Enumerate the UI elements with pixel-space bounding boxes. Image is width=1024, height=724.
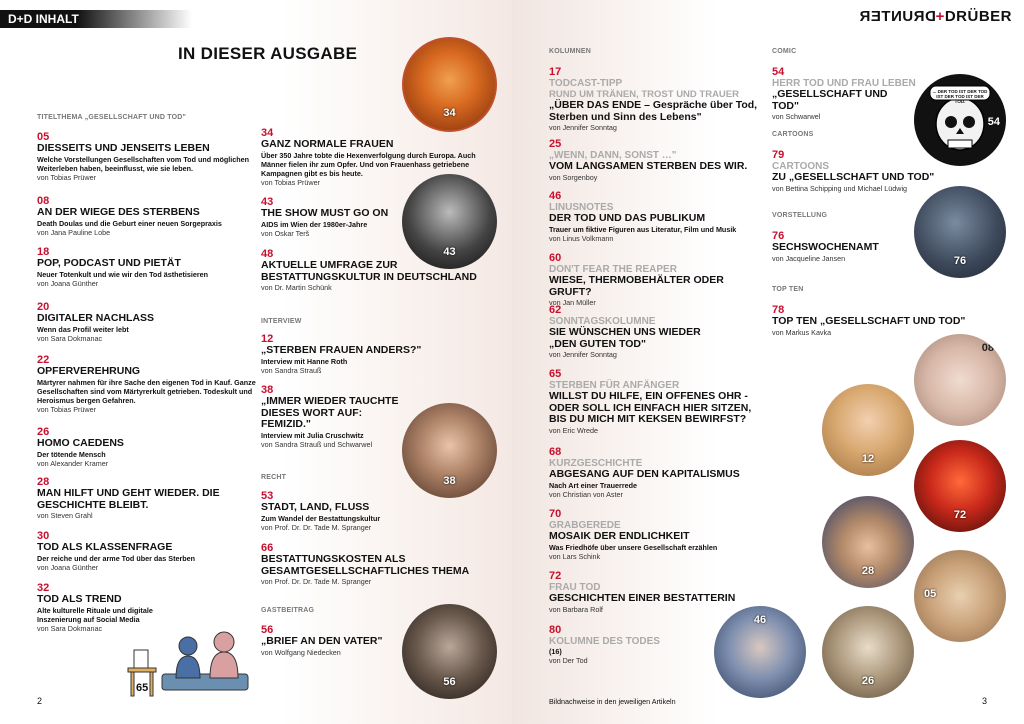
photo-racer-helmet[interactable]	[822, 496, 914, 588]
toc-entry-18[interactable]	[37, 246, 277, 288]
article-title: MOSAIK DER ENDLICHKEIT	[549, 530, 690, 542]
page-number: 17	[549, 66, 562, 78]
section-label-interview: INTERVIEW	[261, 318, 302, 325]
article-author: von Jacqueline Jansen	[772, 253, 846, 263]
article-author: von Wolfgang Niedecken	[261, 647, 341, 657]
page-number: 76	[772, 230, 785, 242]
article-author: von Der Tod	[549, 656, 588, 665]
photo-page-label: 26	[861, 674, 875, 687]
article-title: ZU „GESELLSCHAFT UND TOD"	[772, 171, 935, 183]
article-title: POP, PODCAST UND PIETÄT	[37, 257, 181, 269]
toc-entry-46[interactable]	[549, 190, 764, 243]
article-author: von Jana Pauline Lobe	[37, 227, 111, 237]
column-kicker: TODCAST-TIPP	[549, 78, 623, 89]
article-title: WIESE, THERMOBEHÄLTER ODER GRUFT?	[549, 274, 724, 298]
photo-classical-painting[interactable]	[914, 550, 1006, 642]
column-kicker: KOLUMNE DES TODES	[549, 636, 660, 647]
magazine-logo	[859, 8, 1012, 25]
article-description: AIDS im Wien der 1980er-Jahre	[261, 219, 368, 229]
article-title: DER TOD UND DAS PUBLIKUM	[549, 212, 706, 224]
section-header-inhalt: D+D INHALT	[0, 10, 192, 28]
article-author: von Steven Grahl	[37, 511, 93, 520]
article-description: Interview mit Julia Cruschwitz	[261, 430, 364, 440]
article-description: Trauer um fiktive Figuren aus Literatur, Film und Musik	[549, 224, 737, 234]
photo-smiling-woman[interactable]	[822, 384, 914, 476]
article-author: von Sara Dokmanac	[37, 333, 103, 343]
section-label-topten: TOP TEN	[772, 286, 804, 293]
column-kicker: CARTOONS	[772, 161, 830, 172]
article-description: Interview mit Hanne Roth	[261, 356, 348, 366]
toc-entry-17[interactable]	[549, 66, 764, 132]
photo-page-label: 43	[443, 245, 456, 258]
photo-screaming-face[interactable]	[402, 37, 497, 132]
article-title: GANZ NORMALE FRAUEN	[261, 138, 394, 150]
page-number: 48	[261, 248, 274, 260]
section-label-comic: COMIC	[772, 48, 797, 55]
toc-entry-20[interactable]	[37, 301, 277, 343]
column-kicker: KURZGESCHICHTE	[549, 458, 643, 469]
photo-holding-hands[interactable]	[914, 334, 1006, 426]
page-number: 78	[772, 304, 785, 316]
article-description: Märtyrer nahmen für ihre Sache den eigenen Tod in Kauf. Ganze Gesellschaften sind vom Märtyrerkult getrieben. Todeskult und Heroismus bergen Gefahren.	[37, 377, 256, 405]
speech-bubble-text: ... DER TOD IST DER TOD IST DER TOD IST DER TOD.	[932, 89, 988, 104]
article-title: TOD ALS KLASSENFRAGE	[37, 541, 173, 553]
photo-skulls-pile[interactable]	[822, 606, 914, 698]
article-title: TOP TEN „GESELLSCHAFT UND TOD"	[772, 315, 966, 327]
photo-woman-window[interactable]	[914, 186, 1006, 278]
article-title: VOM LANGSAMEN STERBEN DES WIR.	[549, 160, 748, 172]
logo-word: DRÜBER	[944, 8, 1012, 25]
toc-entry-66[interactable]	[261, 542, 471, 586]
article-author: von Sara Dokmanac	[37, 623, 103, 633]
page-number: 05	[37, 131, 50, 143]
photo-page-label: 76	[953, 254, 967, 267]
article-title: TOD ALS TREND	[37, 593, 122, 605]
page-number: 65	[549, 368, 562, 380]
toc-entry-60[interactable]	[549, 252, 764, 307]
article-author: von Jennifer Sonntag	[549, 350, 617, 359]
column-kicker: LINUSNOTES	[549, 202, 614, 213]
toc-entry-05[interactable]	[37, 131, 277, 182]
page-number: 12	[261, 333, 274, 345]
toc-entry-62[interactable]	[549, 304, 729, 359]
article-author: von Eric Wrede	[549, 425, 598, 435]
column-kicker-sub: RUND UM TRÄNEN, TROST UND TRAUER	[549, 89, 739, 100]
article-title: DIGITALER NACHLASS	[37, 312, 155, 324]
article-title: BESTATTUNGSKOSTEN ALS GESAMTGESELLSCHAFTLICHES THEMA	[261, 553, 470, 577]
toc-entry-25[interactable]	[549, 138, 764, 182]
page-number: 28	[37, 476, 50, 488]
section-label-kolumnen: KOLUMNEN	[549, 48, 592, 55]
article-description: Neuer Totenkult und wie wir den Tod ästhetisieren	[37, 269, 209, 279]
article-title: THE SHOW MUST GO ON	[261, 207, 389, 219]
photo-page-label: 54	[987, 116, 1000, 128]
article-description: Zum Wandel der Bestattungskultur	[261, 513, 381, 523]
article-title: „ÜBER DAS ENDE – Gespräche über Tod, Sterben und Sinn des Lebens"	[549, 99, 758, 123]
article-author: von Tobias Prüwer	[37, 404, 96, 414]
page-number: 25	[549, 138, 562, 150]
column-kicker: DON'T FEAR THE REAPER	[549, 264, 677, 275]
column-kicker: STERBEN FÜR ANFÄNGER	[549, 380, 680, 391]
toc-entry-68[interactable]	[549, 446, 764, 499]
photo-page-label: 12	[861, 452, 875, 465]
page-number: 08	[37, 195, 50, 207]
article-title: OPFERVEREHRUNG	[37, 365, 141, 377]
page-number: 79	[772, 149, 785, 161]
article-author: von Bettina Schipping und Michael Lüdwig	[772, 183, 908, 193]
page-number: 32	[37, 582, 50, 594]
article-author: von Jan Müller	[549, 298, 596, 307]
article-title: AN DER WIEGE DES STERBENS	[37, 206, 200, 218]
image-credits-note: Bildnachweise in den jeweiligen Artikeln	[549, 697, 676, 706]
toc-entry-08[interactable]	[37, 195, 277, 237]
page-number: 22	[37, 354, 50, 366]
page-number: 18	[37, 246, 50, 258]
toc-entry-53[interactable]	[261, 490, 501, 532]
page-number: 68	[549, 446, 562, 458]
photo-page-label: 34	[443, 107, 456, 120]
article-title: HOMO CAEDENS	[37, 437, 124, 449]
toc-entry-78[interactable]	[772, 304, 972, 337]
photo-page-label: 05	[924, 588, 937, 600]
article-title: MAN HILFT UND GEHT WIEDER. DIE GESCHICHTE BLEIBT.	[37, 487, 220, 511]
article-description: Death Doulas und die Geburt einer neuen Sorgepraxis	[37, 218, 222, 228]
photo-anatomy-figure[interactable]	[914, 440, 1006, 532]
article-title: „GESELLSCHAFT UND TOD"	[772, 88, 888, 112]
article-author: von Linus Volkmann	[549, 233, 614, 243]
toc-entry-26[interactable]	[37, 426, 277, 468]
article-author: von Sandra Strauß	[261, 365, 322, 375]
article-author: von Sandra Strauß und Schwarwel	[261, 439, 373, 449]
page-number: 60	[549, 252, 562, 264]
article-author: von Joana Günther	[37, 278, 99, 288]
article-author: von Prof. Dr. Dr. Tade M. Spranger	[261, 522, 372, 532]
article-title: „IMMER WIEDER TAUCHTE DIESES WORT AUF: FEMIZID."	[261, 395, 399, 430]
toc-entry-43[interactable]	[261, 196, 411, 238]
logo-plus: +	[935, 8, 945, 25]
section-label-recht: RECHT	[261, 474, 287, 481]
page-number-right: 3	[982, 696, 988, 706]
photo-page-label: 65	[136, 682, 149, 694]
article-description: Über 350 Jahre tobte die Hexenverfolgung durch Europa. Auch Männer fielen ihr zum Opfer. Und von Frauenhass getriebene Kampagnen gibt es bis heute.	[261, 150, 476, 178]
page-number: 38	[261, 384, 274, 396]
column-kicker: SONNTAGSKOLUMNE	[549, 316, 656, 327]
article-author: von Dr. Martin Schünk	[261, 283, 332, 292]
article-author: von Oskar Terš	[261, 228, 310, 238]
photo-page-label: 46	[753, 614, 767, 626]
article-author: von Christian von Aster	[549, 489, 623, 499]
article-author: von Schwarwel	[772, 112, 821, 121]
section-label-vorstellung: VORSTELLUNG	[772, 212, 828, 219]
article-author: von Jennifer Sonntag	[549, 123, 617, 132]
section-label-titelthema: TITELTHEMA „GESELLSCHAFT UND TOD"	[37, 114, 187, 121]
article-author: von Alexander Kramer	[37, 458, 109, 468]
article-title: „BRIEF AN DEN VATER"	[261, 635, 383, 647]
page-number: 20	[37, 301, 50, 313]
column-kicker: HERR TOD UND FRAU LEBEN	[772, 78, 916, 89]
toc-entry-76[interactable]	[772, 230, 912, 263]
page-number: 80	[549, 624, 562, 636]
page-number: 66	[261, 542, 274, 554]
article-author: von Lars Schink	[549, 551, 601, 561]
page-number: 43	[261, 196, 274, 208]
section-label-cartoons: CARTOONS	[772, 131, 814, 138]
article-description: Der reiche und der arme Tod über das Sterben	[37, 553, 196, 563]
toc-entry-72[interactable]	[549, 570, 764, 614]
section-label-gastbeitrag: GASTBEITRAG	[261, 607, 315, 614]
illustration-mourners	[124, 630, 252, 698]
article-description: (16)	[549, 647, 562, 656]
toc-entry-54[interactable]	[772, 66, 917, 121]
article-author: von Tobias Prüwer	[261, 177, 320, 187]
column-kicker: „WENN, DANN, SONST …"	[549, 150, 677, 161]
article-author: von Prof. Dr. Dr. Tade M. Spranger	[261, 577, 372, 586]
article-author: von Markus Kavka	[772, 327, 832, 337]
article-title: AKTUELLE UMFRAGE ZUR BESTATTUNGSKULTUR IN DEUTSCHLAND	[261, 259, 477, 283]
article-title: GESCHICHTEN EINER BESTATTERIN	[549, 592, 736, 604]
page-number: 56	[261, 624, 274, 636]
article-title: DIESSEITS UND JENSEITS LEBEN	[37, 142, 210, 154]
photo-woman-portrait[interactable]	[402, 403, 497, 498]
article-title: ABGESANG AUF DEN KAPITALISMUS	[549, 468, 740, 480]
article-title: WILLST DU HILFE, EIN OFFENES OHR - ODER SOLL ICH EINFACH HIER SITZEN, BIS DU MICH MIT KEKSEN BEWIRFST?	[549, 390, 752, 425]
photo-skull-comic[interactable]	[914, 74, 1006, 166]
article-title: STADT, LAND, FLUSS	[261, 501, 370, 513]
article-description: Der tötende Mensch	[37, 449, 106, 459]
photo-page-label: 72	[953, 508, 967, 521]
toc-entry-32[interactable]	[37, 582, 197, 633]
page-number: 70	[549, 508, 562, 520]
column-kicker: GRABGEREDE	[549, 520, 621, 531]
page-number: 46	[549, 190, 562, 202]
toc-entry-38[interactable]	[261, 384, 401, 449]
photo-page-label: 08	[981, 342, 994, 354]
photo-woman-lying[interactable]	[714, 606, 806, 698]
toc-entry-70[interactable]	[549, 508, 764, 561]
page-number: 30	[37, 530, 50, 542]
article-description: Welche Vorstellungen Gesellschaften vom Tod und möglichen Weiterleben haben, beeinflusst, wie sie leben.	[37, 154, 250, 173]
column-kicker: FRAU TOD	[549, 582, 601, 593]
toc-entry-30[interactable]	[37, 530, 277, 572]
article-author: von Joana Günther	[37, 562, 99, 572]
page-number: 62	[549, 304, 562, 316]
article-author: von Barbara Rolf	[549, 604, 603, 614]
page-number-left: 2	[37, 696, 43, 706]
toc-entry-65[interactable]	[549, 368, 764, 435]
photo-page-label: 28	[861, 564, 875, 577]
photo-page-label: 38	[443, 474, 456, 487]
toc-entry-80[interactable]	[549, 624, 719, 665]
photo-man-hat[interactable]	[402, 604, 497, 699]
page-number: 72	[549, 570, 562, 582]
photo-page-label: 56	[443, 675, 456, 688]
article-author: von Tobias Prüwer	[37, 172, 96, 182]
article-title: SECHSWOCHENAMT	[772, 241, 879, 253]
page-number: 26	[37, 426, 50, 438]
page-title: IN DIESER AUSGABE	[178, 44, 358, 63]
page-number: 54	[772, 66, 785, 78]
page-number: 53	[261, 490, 274, 502]
article-title: „STERBEN FRAUEN ANDERS?"	[261, 344, 422, 356]
article-description: Was Friedhöfe über unsere Gesellschaft erzählen	[549, 542, 718, 552]
logo-mirrored-word: DRUNTER	[858, 8, 936, 25]
article-author: von Sorgenboy	[549, 172, 598, 182]
toc-entry-22[interactable]	[37, 354, 277, 414]
page-number: 34	[261, 127, 274, 139]
toc-entry-28[interactable]	[37, 476, 237, 520]
article-description: Alte kulturelle Rituale und digitale Inszenierung auf Social Media	[37, 605, 153, 624]
article-title: SIE WÜNSCHEN UNS WIEDER „DEN GUTEN TOD"	[549, 326, 701, 350]
toc-entry-12[interactable]	[261, 333, 501, 375]
article-description: Wenn das Profil weiter lebt	[37, 324, 129, 334]
article-description: Nach Art einer Trauerrede	[549, 480, 638, 490]
photo-singer-stage[interactable]	[402, 174, 497, 269]
